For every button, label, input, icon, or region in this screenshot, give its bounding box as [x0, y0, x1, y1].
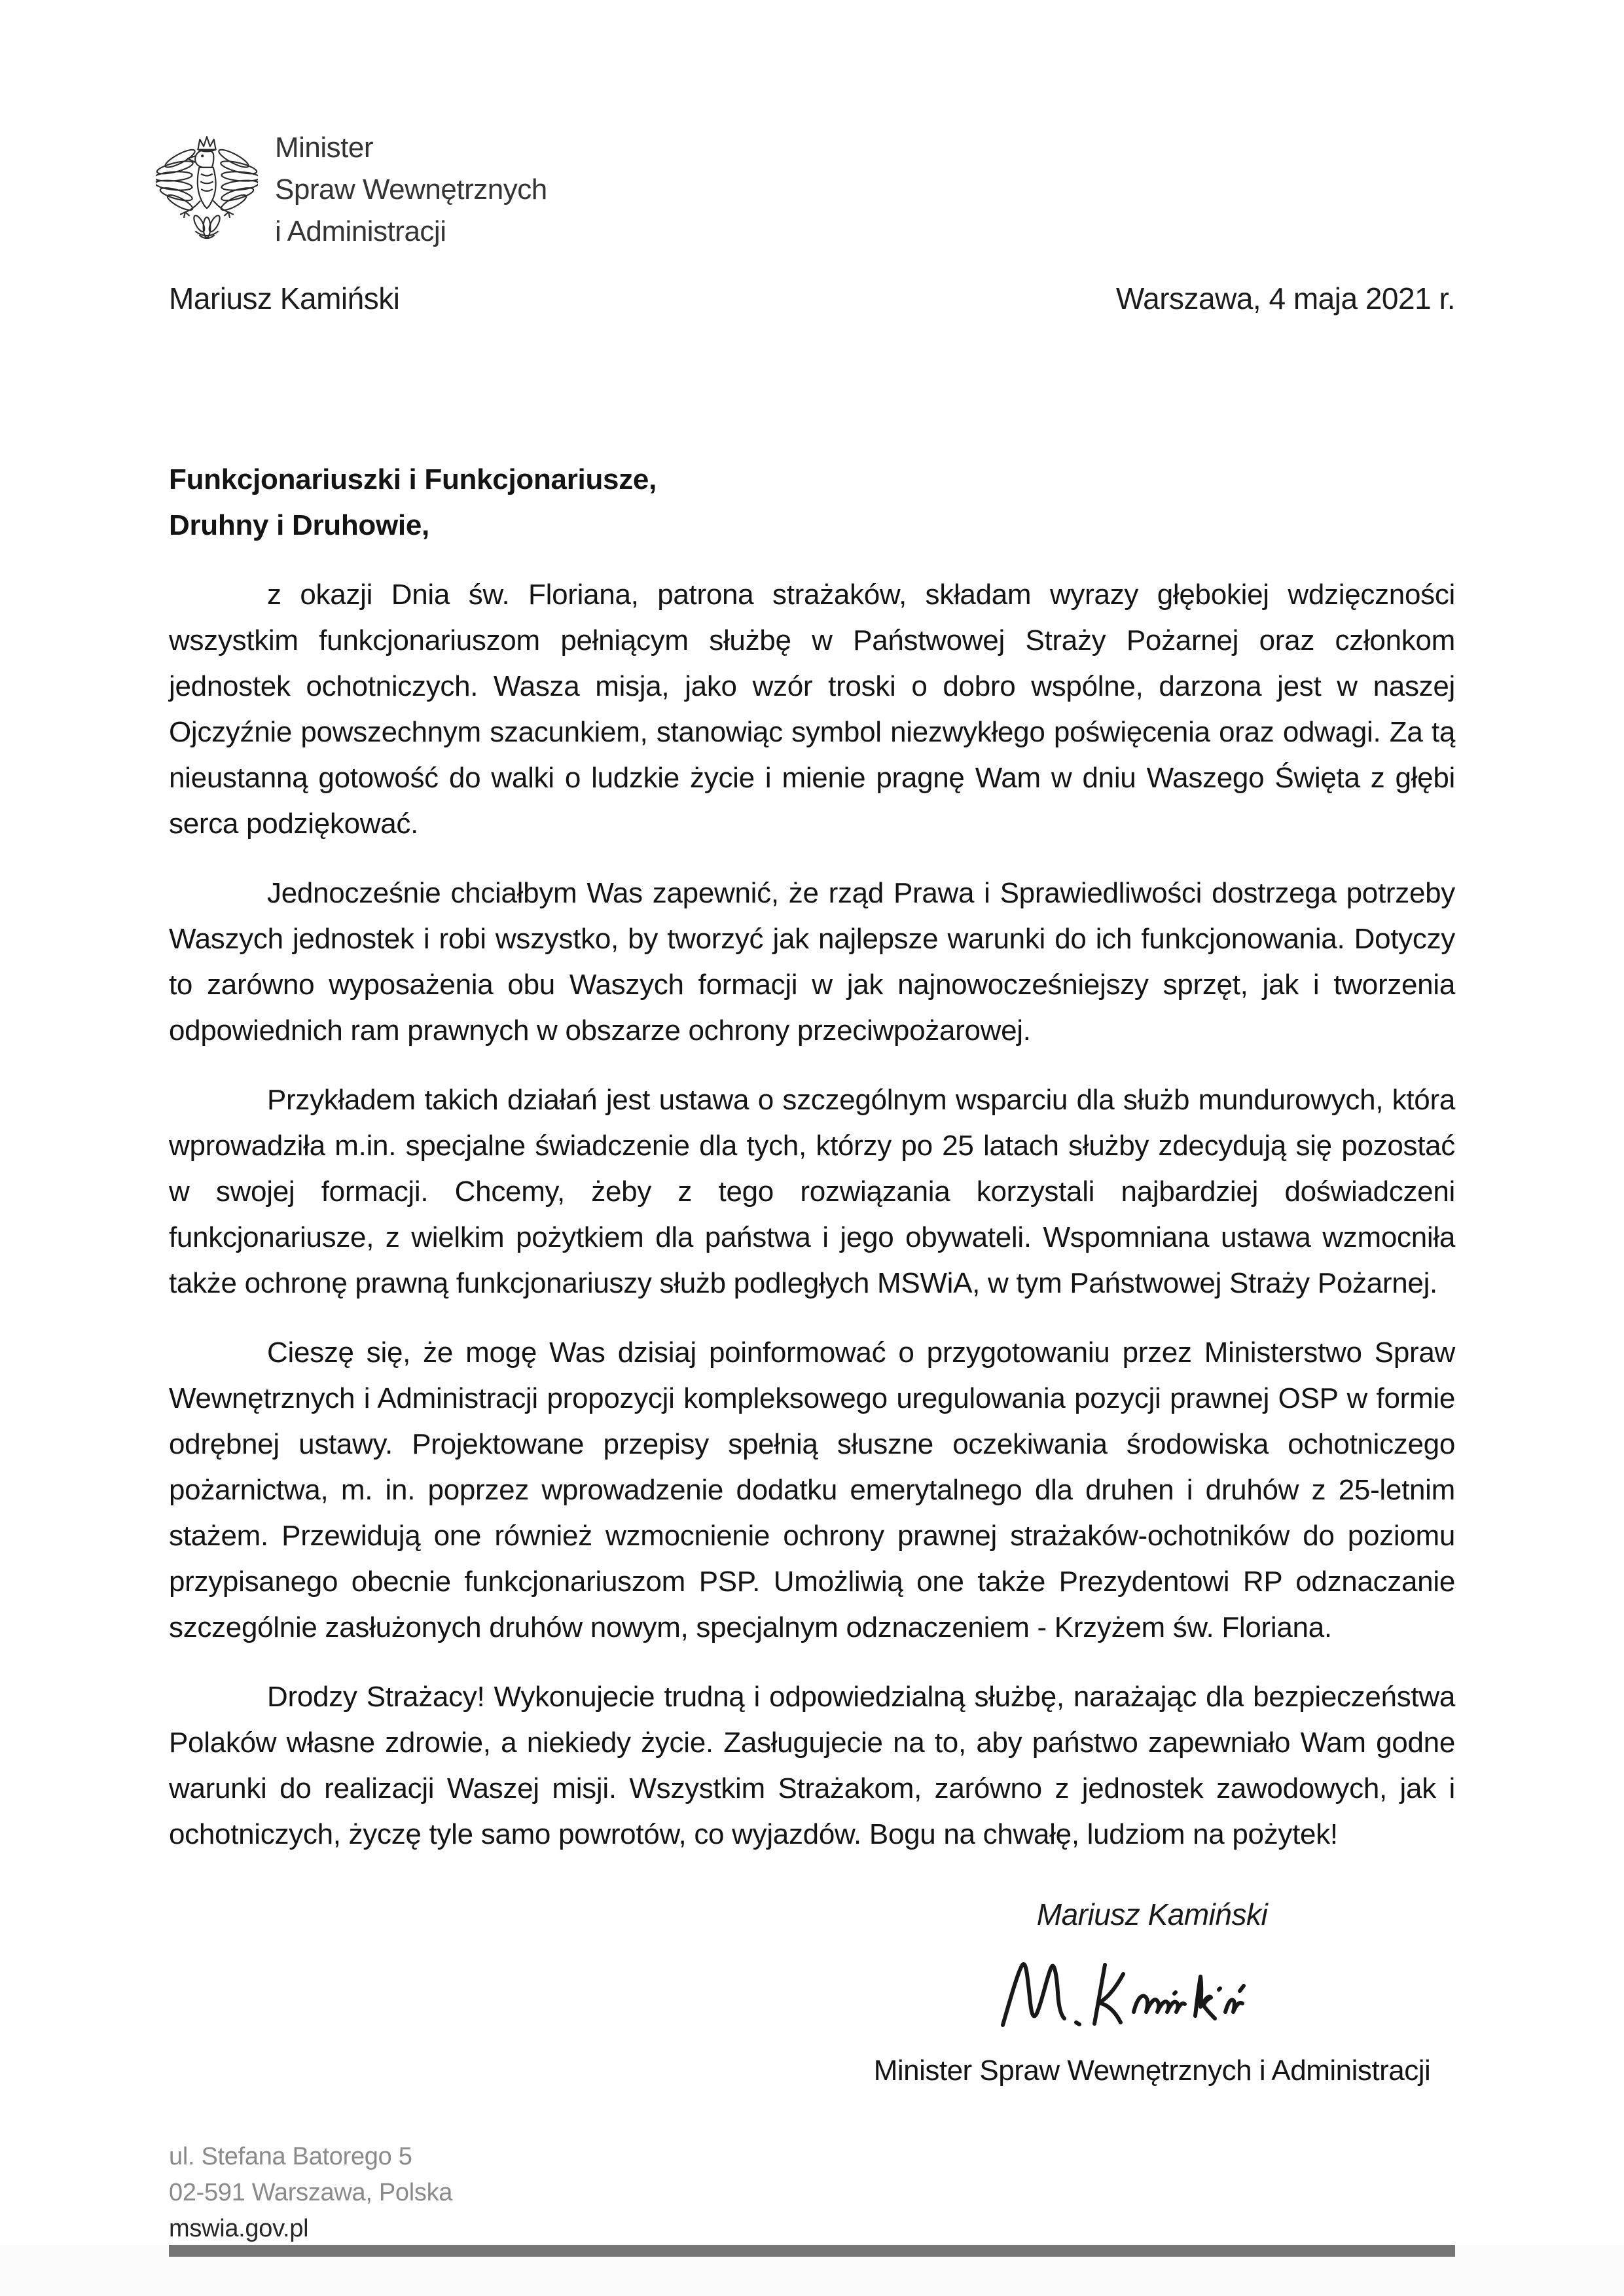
paragraph-4: Cieszę się, że mogę Was dzisiaj poinformować o przygotowaniu przez Ministerstwo Spraw Wewnętrznych i Administracji propozycji kompleksowego uregulowania pozycji prawnej OSP w formie odrębnej ustawy. Projektowane przepisy spełnią słuszne oczekiwania środowiska ochotniczego pożarnictwa, m. in. poprzez wprowadzenie dodatku emerytalnego dla druhen i druhów z 25-letnim stażem. Przewidują one również wzmocnienie ochrony prawnej strażaków-ochotników do poziomu przypisanego obecnie funkcjonariuszom PSP. Umożliwią one także Prezydentowi RP odznaczanie szczególnie zasłużonych druhów nowym, specjalnym odznaczeniem - Krzyżem św. Floriana. [169, 1336, 1455, 1643]
salutation [169, 457, 1455, 548]
letter-body [169, 457, 1455, 1881]
ministry-title-line-2: Spraw Wewnętrznych [275, 173, 547, 206]
bottom-divider-bar [169, 2245, 1455, 2257]
ministry-title-line-1: Minister [275, 132, 374, 164]
paragraph-5: Drodzy Strażacy! Wykonujecie trudną i odpowiedzialną służbę, narażając dla bezpieczeństwa Polaków własne zdrowie, a niekiedy życie. Zasługujecie na to, aby państwo zapewniało Wam godne warunki do realizacji Waszej misji. Wszystkim Strażakom, zarówno z jednostek zawodowych, jak i ochotniczych, życzę tyle samo powrotów, co wyjazdów. Bogu na chwałę, ludziom na pożytek! [169, 1681, 1455, 1850]
salutation-line-2: Druhny i Druhowie, [169, 509, 429, 541]
salutation-line-1: Funkcjonariuszki i Funkcjonariusze, [169, 463, 657, 495]
signatory-name-italic: Mariusz Kamiński [1036, 1897, 1268, 1931]
signatory-title: Minister Spraw Wewnętrznych i Administracji [873, 2054, 1431, 2087]
dateline: Warszawa, 4 maja 2021 r. [1115, 281, 1455, 315]
footer-website: mswia.gov.pl [169, 2215, 309, 2242]
polish-eagle-icon [156, 133, 258, 244]
signature-block [851, 1895, 1453, 2089]
footer-address [169, 2139, 452, 2247]
footer-city: 02-591 Warszawa, Polska [169, 2179, 453, 2206]
footer-street: ul. Stefana Batorego 5 [169, 2143, 412, 2170]
sender-name: Mariusz Kamiński [169, 281, 400, 315]
paragraph-1: z okazji Dnia św. Floriana, patrona strażaków, składam wyrazy głębokiej wdzięczności wszystkim funkcjonariuszom pełniącym służbę w Państwowej Straży Pożarnej oraz członkom jednostek ochotniczych. Wasza misja, jako wzór troski o dobro wspólne, darzona jest w naszej Ojczyźnie powszechnym szacunkiem, stanowiąc symbol niezwykłego poświęcenia oraz odwagi. Za tą nieustanną gotowość do walki o ludzkie życie i mienie pragnę Wam w dniu Waszego Święta z głębi serca podziękować. [169, 579, 1455, 840]
paragraph-3: Przykładem takich działań jest ustawa o szczególnym wsparciu dla służb mundurowych, która wprowadziła m.in. specjalne świadczenie dla tych, którzy po 25 latach służby zdecydują się pozostać w swojej formacji. Chcemy, żeby z tego rozwiązania korzystali najbardziej doświadczeni funkcjonariusze, z wielkim pożytkiem dla państwa i jego obywateli. Wspomniana ustawa wzmocniła także ochronę prawną funkcjonariuszy służb podległych MSWiA, w tym Państwowej Straży Pożarnej. [169, 1084, 1455, 1299]
ministry-title-line-3: i Administracji [275, 215, 446, 247]
handwritten-signature-icon [988, 1939, 1316, 2050]
ministry-title [275, 127, 547, 253]
paragraph-2: Jednocześnie chciałbym Was zapewnić, że rząd Prawa i Sprawiedliwości dostrzega potrzeby Waszych jednostek i robi wszystko, by tworzyć jak najlepsze warunki do ich funkcjonowania. Dotyczy to zarówno wyposażenia obu Waszych formacji w jak najnowocześniejszy sprzęt, jak i tworzenia odpowiednich ram prawnych w obszarze ochrony przeciwpożarowej. [169, 877, 1455, 1047]
header-row [169, 280, 1455, 317]
